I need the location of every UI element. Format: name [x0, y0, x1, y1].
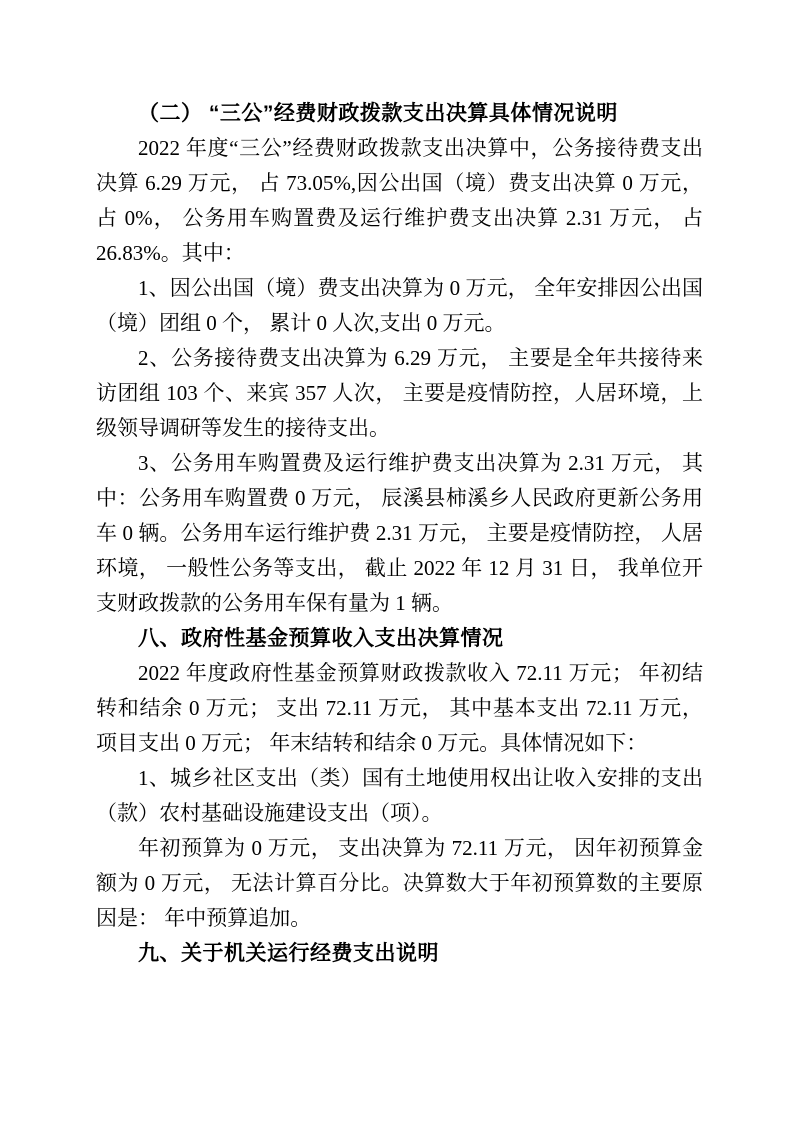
para-sangong-overview: 2022 年度“三公”经费财政拨款支出决算中，公务接待费支出决算 6.29 万元， 占 73.05%,因公出国（境）费支出决算 0 万元，占 0%， 公务用车购置费及运行维护费支出决算 2.31 万元， 占 26.83%。其中： — [96, 136, 703, 265]
heading-sangong-expense-detail: （二） “三公”经费财政拨款支出决算具体情况说明 — [138, 102, 618, 125]
para-gov-fund-item: 1、城乡社区支出（类）国有土地使用权出让收入安排的支出（款）农村基础设施建设支出（项）。 — [96, 766, 703, 825]
heading-gov-fund-budget: 八、政府性基金预算收入支出决算情况 — [138, 627, 504, 650]
document-content — [96, 96, 703, 971]
para-gov-fund-overview: 2022 年度政府性基金预算财政拨款收入 72.11 万元； 年初结转和结余 0 万元； 支出 72.11 万元， 其中基本支出 72.11 万元， 项目支出 0 万元； 年末结转和结余 0 万元。具体情况如下： — [96, 661, 703, 755]
para-vehicle-expense: 3、公务用车购置费及运行维护费支出决算为 2.31 万元， 其中：公务用车购置费 0 万元， 辰溪县柿溪乡人民政府更新公务用车 0 辆。公务用车运行维护费 2.31 万元， 主要是疫情防控， 人居环境， 一般性公务等支出， 截止 2022 年 12 月 31 日， 我单位开支财政拨款的公务用车保有量为 1 辆。 — [96, 451, 703, 615]
para-abroad-expense: 1、因公出国（境）费支出决算为 0 万元， 全年安排因公出国（境）团组 0 个， 累计 0 人次,支出 0 万元。 — [96, 276, 703, 335]
para-reception-expense: 2、公务接待费支出决算为 6.29 万元， 主要是全年共接待来访团组 103 个、来宾 357 人次， 主要是疫情防控，人居环境，上级领导调研等发生的接待支出。 — [96, 346, 703, 440]
para-gov-fund-variance: 年初预算为 0 万元， 支出决算为 72.11 万元， 因年初预算金额为 0 万元， 无法计算百分比。决算数大于年初预算数的主要原因是： 年中预算追加。 — [96, 836, 703, 930]
heading-operating-expense: 九、关于机关运行经费支出说明 — [138, 942, 439, 965]
